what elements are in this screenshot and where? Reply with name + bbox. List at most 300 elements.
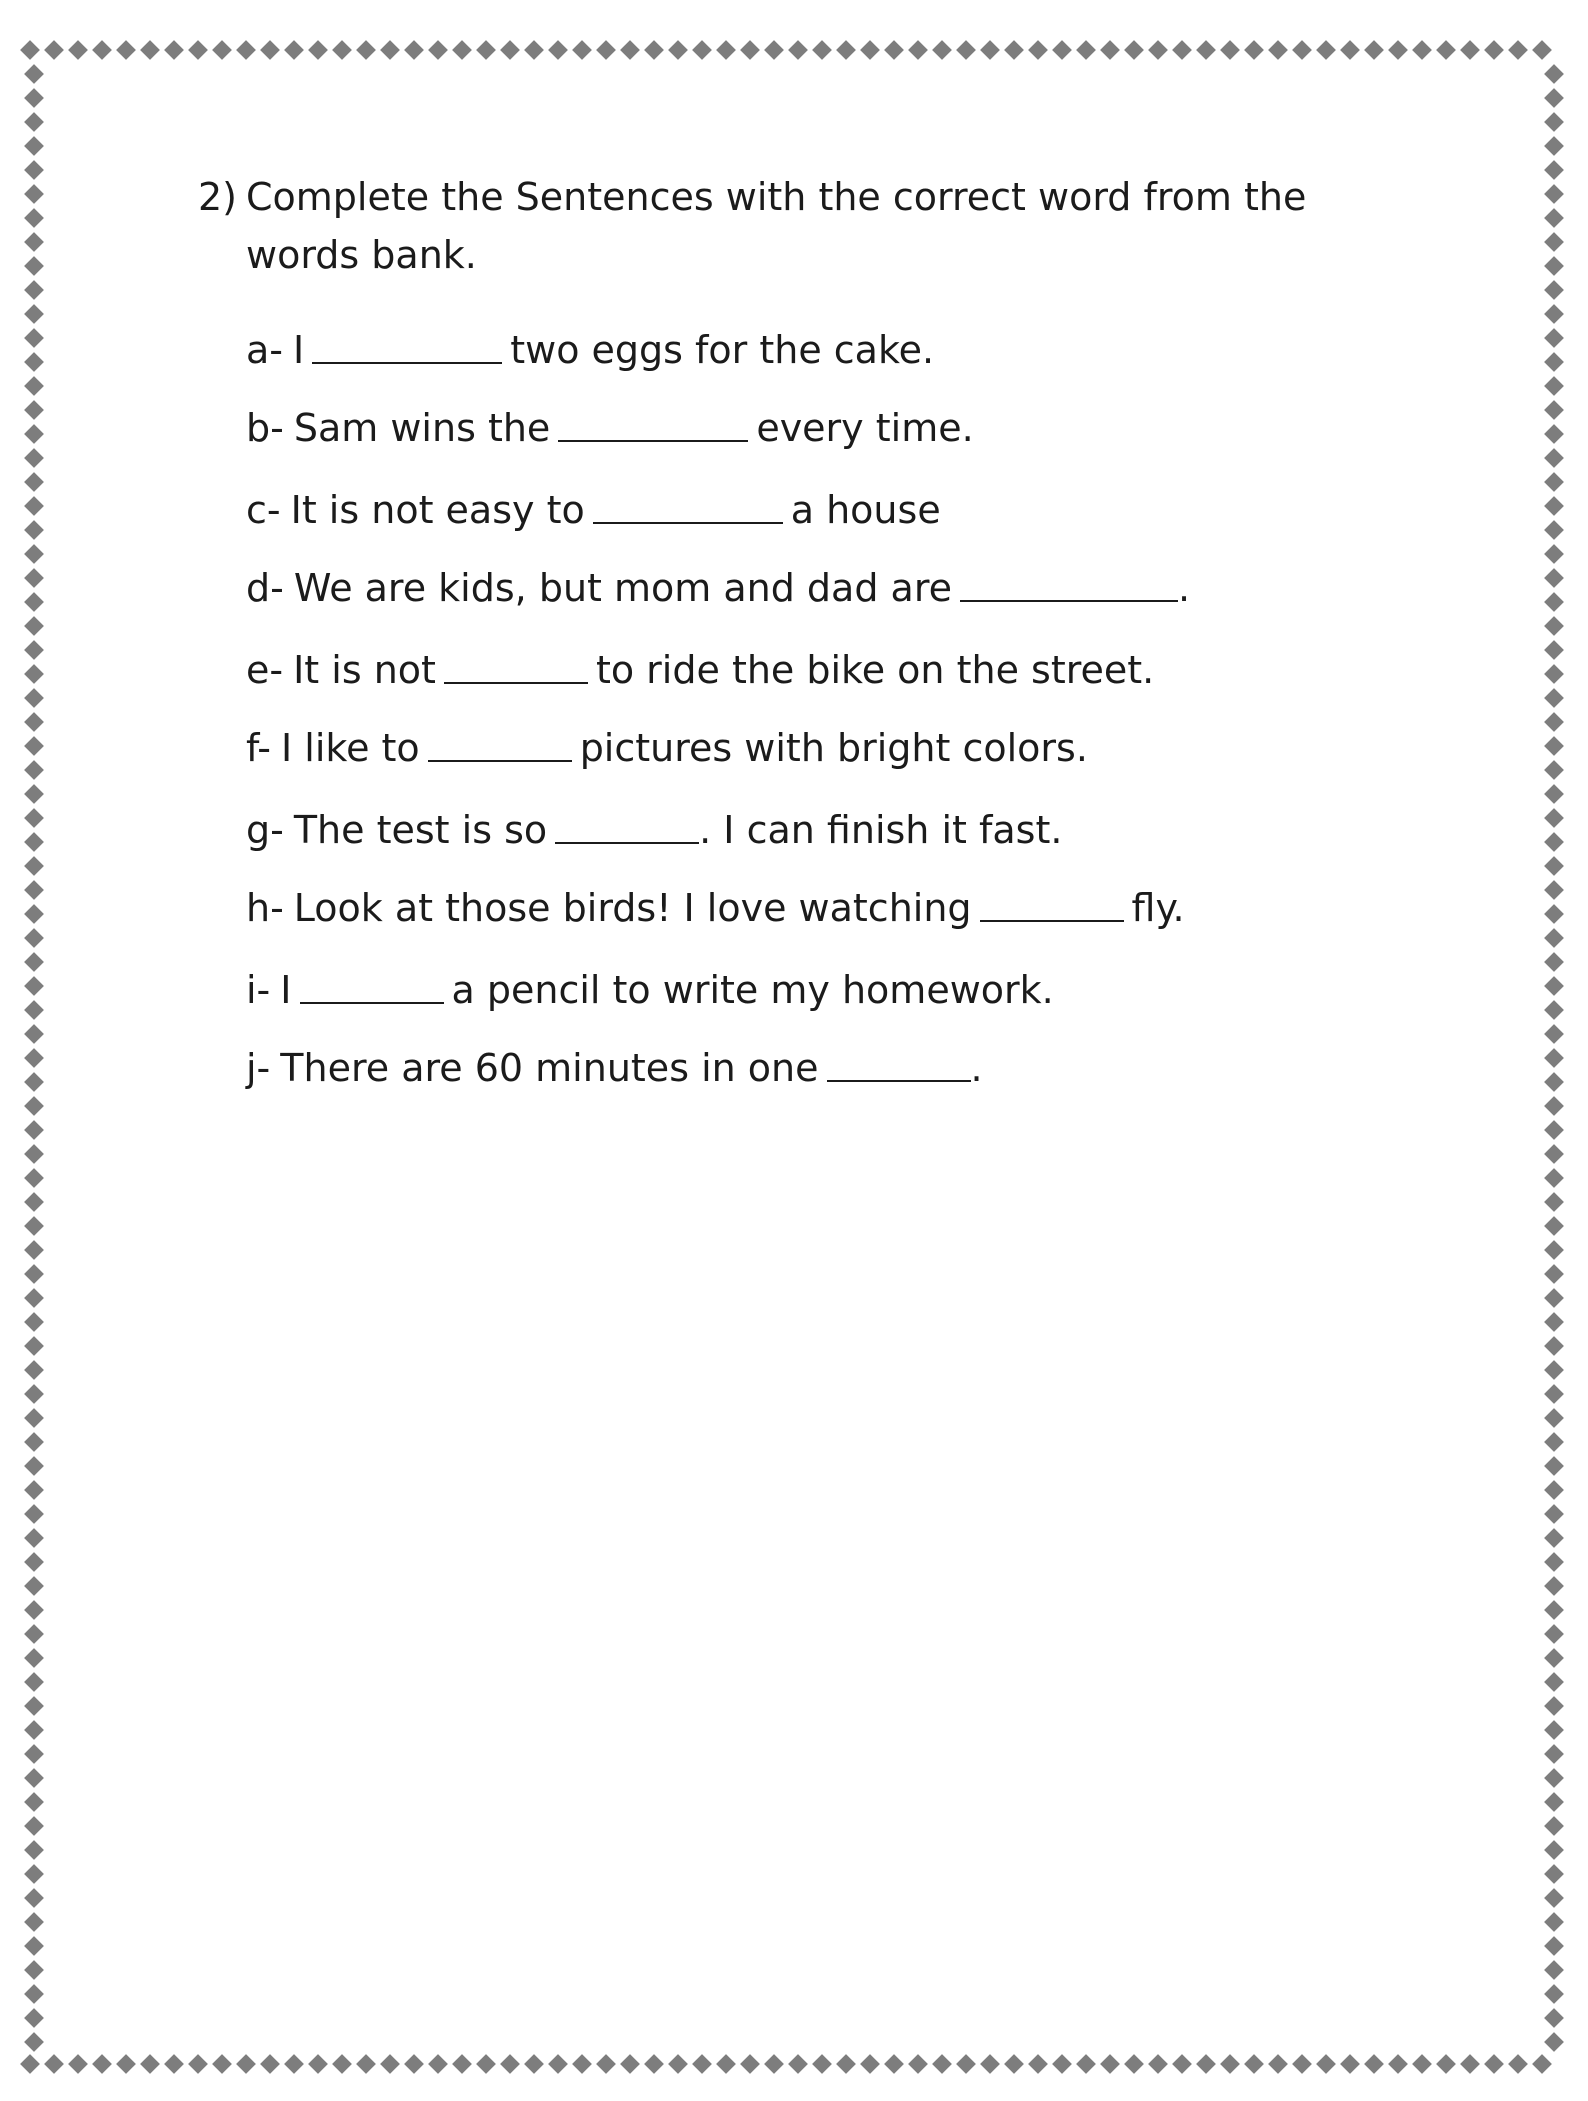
border-diamond	[140, 2054, 160, 2074]
border-diamond	[24, 520, 44, 540]
border-diamond	[236, 40, 256, 60]
border-diamond	[212, 40, 232, 60]
border-diamond	[24, 1744, 44, 1764]
sentence-after: every time.	[756, 406, 974, 450]
sentence-label: d-	[246, 566, 284, 610]
border-diamond	[1544, 544, 1564, 564]
border-diamond	[1544, 1672, 1564, 1692]
sentence-before: We are kids, but mom and dad are	[293, 566, 952, 610]
border-diamond	[1544, 832, 1564, 852]
border-diamond	[1124, 2054, 1144, 2074]
sentence-label: e-	[246, 648, 284, 692]
border-diamond	[24, 352, 44, 372]
border-diamond	[1544, 208, 1564, 228]
border-diamond	[1544, 1360, 1564, 1380]
border-diamond	[1460, 2054, 1480, 2074]
border-diamond	[1220, 2054, 1240, 2074]
border-diamond	[24, 112, 44, 132]
border-diamond	[1544, 1744, 1564, 1764]
border-diamond	[24, 1960, 44, 1980]
border-diamond	[24, 256, 44, 276]
border-diamond	[500, 40, 520, 60]
border-diamond	[1544, 640, 1564, 660]
border-diamond	[1412, 40, 1432, 60]
border-diamond	[428, 40, 448, 60]
border-diamond	[1544, 760, 1564, 780]
sentence-label: h-	[246, 886, 284, 930]
border-diamond	[24, 664, 44, 684]
answer-blank[interactable]	[444, 648, 588, 684]
sentence-after: fly.	[1131, 886, 1185, 930]
border-diamond	[1544, 280, 1564, 300]
border-diamond	[24, 1840, 44, 1860]
border-diamond	[1544, 2032, 1564, 2052]
border-diamond	[956, 40, 976, 60]
border-diamond	[1544, 2008, 1564, 2028]
sentence-before: There are 60 minutes in one	[280, 1046, 819, 1090]
border-diamond	[356, 2054, 376, 2074]
border-diamond	[1544, 328, 1564, 348]
border-diamond	[332, 40, 352, 60]
border-diamond	[116, 2054, 136, 2074]
border-diamond	[1544, 1552, 1564, 1572]
border-diamond	[24, 1888, 44, 1908]
border-diamond	[1436, 2054, 1456, 2074]
sentence-label: f-	[246, 726, 272, 770]
border-diamond	[68, 40, 88, 60]
border-diamond	[908, 2054, 928, 2074]
border-diamond	[572, 2054, 592, 2074]
border-diamond	[1148, 2054, 1168, 2074]
border-diamond	[668, 40, 688, 60]
border-diamond	[1544, 1408, 1564, 1428]
answer-blank[interactable]	[593, 488, 783, 524]
border-diamond	[644, 2054, 664, 2074]
border-diamond	[1544, 232, 1564, 252]
answer-blank[interactable]	[827, 1046, 971, 1082]
border-diamond	[1544, 712, 1564, 732]
border-diamond	[1436, 40, 1456, 60]
border-diamond	[1544, 1648, 1564, 1668]
border-diamond	[596, 40, 616, 60]
border-diamond	[1412, 2054, 1432, 2074]
border-diamond	[116, 40, 136, 60]
border-diamond	[740, 40, 760, 60]
sentence-b	[246, 406, 1398, 488]
border-diamond	[44, 2054, 64, 2074]
border-diamond	[24, 160, 44, 180]
question-number: 2)	[198, 175, 238, 219]
border-diamond	[24, 1600, 44, 1620]
border-diamond	[1544, 928, 1564, 948]
sentence-label: b-	[246, 406, 284, 450]
border-diamond	[836, 2054, 856, 2074]
border-diamond	[1544, 1504, 1564, 1524]
border-diamond	[24, 1096, 44, 1116]
border-diamond	[24, 1312, 44, 1332]
border-diamond	[24, 1912, 44, 1932]
border-diamond	[188, 2054, 208, 2074]
border-diamond	[1544, 1864, 1564, 1884]
border-diamond	[1544, 136, 1564, 156]
border-diamond	[1544, 664, 1564, 684]
border-diamond	[1052, 2054, 1072, 2074]
border-diamond	[380, 2054, 400, 2074]
border-diamond	[1544, 1624, 1564, 1644]
sentence-after: pictures with bright colors.	[579, 726, 1088, 770]
border-diamond	[24, 760, 44, 780]
border-diamond	[1544, 1840, 1564, 1860]
border-diamond	[1544, 1216, 1564, 1236]
border-diamond	[24, 1504, 44, 1524]
border-diamond	[836, 40, 856, 60]
border-diamond	[24, 1384, 44, 1404]
border-diamond	[1508, 2054, 1528, 2074]
border-diamond	[1544, 1120, 1564, 1140]
border-diamond	[1544, 736, 1564, 756]
border-diamond	[1532, 40, 1552, 60]
border-diamond	[24, 1048, 44, 1068]
border-diamond	[164, 2054, 184, 2074]
border-diamond	[1244, 2054, 1264, 2074]
border-diamond	[1544, 424, 1564, 444]
border-diamond	[620, 40, 640, 60]
sentence-before: I	[280, 968, 292, 1012]
border-diamond	[24, 880, 44, 900]
border-diamond	[908, 40, 928, 60]
border-diamond	[1544, 1792, 1564, 1812]
border-diamond	[1292, 40, 1312, 60]
border-diamond	[24, 1816, 44, 1836]
border-diamond	[1544, 1264, 1564, 1284]
border-diamond	[740, 2054, 760, 2074]
border-diamond	[1544, 1696, 1564, 1716]
sentence-after: a pencil to write my homework.	[451, 968, 1054, 1012]
border-diamond	[1544, 448, 1564, 468]
border-diamond	[404, 40, 424, 60]
answer-blank[interactable]	[980, 886, 1124, 922]
border-diamond	[1544, 352, 1564, 372]
border-diamond	[956, 2054, 976, 2074]
border-diamond	[1052, 40, 1072, 60]
border-diamond	[164, 40, 184, 60]
border-diamond	[24, 2032, 44, 2052]
border-top	[18, 38, 1554, 62]
border-diamond	[24, 808, 44, 828]
border-diamond	[1544, 496, 1564, 516]
border-diamond	[68, 2054, 88, 2074]
border-diamond	[1544, 904, 1564, 924]
border-diamond	[620, 2054, 640, 2074]
border-diamond	[92, 40, 112, 60]
border-diamond	[24, 376, 44, 396]
border-diamond	[524, 2054, 544, 2074]
border-diamond	[24, 688, 44, 708]
border-diamond	[24, 1528, 44, 1548]
answer-blank[interactable]	[300, 968, 444, 1004]
border-diamond	[1100, 2054, 1120, 2074]
border-diamond	[24, 976, 44, 996]
border-diamond	[24, 1144, 44, 1164]
border-diamond	[20, 40, 40, 60]
border-diamond	[1508, 40, 1528, 60]
border-diamond	[24, 328, 44, 348]
sentence-after: to ride the bike on the street.	[595, 648, 1155, 692]
border-diamond	[24, 1768, 44, 1788]
border-diamond	[1340, 40, 1360, 60]
border-diamond	[1268, 40, 1288, 60]
border-diamond	[24, 448, 44, 468]
border-diamond	[1544, 64, 1564, 84]
sentence-a	[246, 328, 1398, 406]
question-text: Complete the Sentences with the correct word from the words bank.	[246, 175, 1307, 277]
border-diamond	[1028, 40, 1048, 60]
sentence-label: c-	[246, 488, 281, 532]
border-diamond	[24, 928, 44, 948]
border-diamond	[1544, 1456, 1564, 1476]
border-diamond	[764, 40, 784, 60]
border-diamond	[284, 40, 304, 60]
border-diamond	[1544, 1336, 1564, 1356]
border-diamond	[24, 568, 44, 588]
answer-blank[interactable]	[428, 726, 572, 762]
border-diamond	[24, 1000, 44, 1020]
border-diamond	[24, 472, 44, 492]
border-diamond	[308, 2054, 328, 2074]
border-diamond	[24, 1360, 44, 1380]
border-diamond	[1004, 2054, 1024, 2074]
border-diamond	[1544, 88, 1564, 108]
border-diamond	[356, 40, 376, 60]
border-diamond	[1544, 1576, 1564, 1596]
border-diamond	[1544, 1000, 1564, 1020]
sentence-label: g-	[246, 808, 284, 852]
border-diamond	[1544, 1168, 1564, 1188]
border-diamond	[24, 1336, 44, 1356]
border-diamond	[1544, 1528, 1564, 1548]
border-diamond	[884, 40, 904, 60]
border-diamond	[932, 40, 952, 60]
border-diamond	[476, 40, 496, 60]
answer-blank[interactable]	[312, 328, 502, 364]
sentence-d	[246, 566, 1398, 648]
sentence-j	[246, 1046, 1398, 1128]
sentence-i	[246, 968, 1398, 1046]
border-diamond	[1544, 1816, 1564, 1836]
border-diamond	[24, 856, 44, 876]
sentence-f	[246, 726, 1398, 808]
answer-blank[interactable]	[558, 406, 748, 442]
border-diamond	[1544, 400, 1564, 420]
border-diamond	[692, 2054, 712, 2074]
sentence-g	[246, 808, 1398, 886]
border-diamond	[1544, 952, 1564, 972]
border-diamond	[716, 2054, 736, 2074]
border-diamond	[788, 2054, 808, 2074]
border-diamond	[1544, 592, 1564, 612]
border-diamond	[24, 1264, 44, 1284]
border-diamond	[1544, 376, 1564, 396]
border-diamond	[188, 40, 208, 60]
answer-blank[interactable]	[555, 808, 699, 844]
border-diamond	[548, 40, 568, 60]
border-diamond	[1124, 40, 1144, 60]
border-diamond	[452, 2054, 472, 2074]
border-diamond	[1544, 520, 1564, 540]
border-diamond	[1544, 1480, 1564, 1500]
border-diamond	[332, 2054, 352, 2074]
border-diamond	[24, 1672, 44, 1692]
border-diamond	[24, 1288, 44, 1308]
border-diamond	[24, 1192, 44, 1212]
border-diamond	[1172, 2054, 1192, 2074]
sentence-after: . I can finish it fast.	[699, 808, 1063, 852]
border-diamond	[24, 592, 44, 612]
border-diamond	[1148, 40, 1168, 60]
border-left	[22, 62, 46, 2054]
border-diamond	[1544, 1432, 1564, 1452]
sentence-after: .	[970, 1046, 983, 1090]
sentence-before: I	[293, 328, 305, 372]
border-diamond	[24, 1576, 44, 1596]
border-diamond	[1316, 40, 1336, 60]
border-diamond	[24, 496, 44, 516]
border-diamond	[812, 2054, 832, 2074]
border-diamond	[1544, 160, 1564, 180]
border-diamond	[1544, 112, 1564, 132]
border-diamond	[1244, 40, 1264, 60]
border-diamond	[24, 1240, 44, 1260]
border-diamond	[20, 2054, 40, 2074]
sentence-label: j-	[246, 1046, 271, 1090]
border-diamond	[24, 1984, 44, 2004]
border-diamond	[1544, 1912, 1564, 1932]
sentence-c	[246, 488, 1398, 566]
border-diamond	[1544, 256, 1564, 276]
border-diamond	[1544, 1888, 1564, 1908]
border-diamond	[24, 1552, 44, 1572]
border-diamond	[716, 40, 736, 60]
border-diamond	[1544, 688, 1564, 708]
border-diamond	[24, 1216, 44, 1236]
sentence-e	[246, 648, 1398, 726]
border-diamond	[24, 136, 44, 156]
sentence-before: I like to	[281, 726, 420, 770]
border-diamond	[24, 1432, 44, 1452]
border-diamond	[308, 40, 328, 60]
border-diamond	[1364, 2054, 1384, 2074]
border-diamond	[1544, 1600, 1564, 1620]
border-diamond	[44, 40, 64, 60]
border-diamond	[428, 2054, 448, 2074]
border-diamond	[1028, 2054, 1048, 2074]
border-diamond	[24, 952, 44, 972]
border-diamond	[1484, 40, 1504, 60]
border-diamond	[24, 64, 44, 84]
border-diamond	[572, 40, 592, 60]
border-diamond	[1544, 784, 1564, 804]
border-diamond	[1196, 2054, 1216, 2074]
border-diamond	[24, 1480, 44, 1500]
border-diamond	[24, 736, 44, 756]
border-diamond	[24, 400, 44, 420]
sentence-label: i-	[246, 968, 271, 1012]
border-diamond	[212, 2054, 232, 2074]
border-diamond	[1532, 2054, 1552, 2074]
sentence-h	[246, 886, 1398, 968]
border-diamond	[24, 88, 44, 108]
border-diamond	[1544, 1960, 1564, 1980]
border-diamond	[24, 1648, 44, 1668]
border-diamond	[860, 40, 880, 60]
border-diamond	[92, 2054, 112, 2074]
border-diamond	[452, 40, 472, 60]
border-diamond	[24, 1696, 44, 1716]
sentence-after: two eggs for the cake.	[510, 328, 935, 372]
border-diamond	[260, 40, 280, 60]
border-diamond	[1268, 2054, 1288, 2074]
border-diamond	[1544, 1720, 1564, 1740]
sentence-list	[246, 328, 1398, 1128]
border-diamond	[24, 184, 44, 204]
border-diamond	[24, 1864, 44, 1884]
border-diamond	[1196, 40, 1216, 60]
border-diamond	[24, 304, 44, 324]
sentence-before: The test is so	[293, 808, 548, 852]
border-diamond	[284, 2054, 304, 2074]
border-diamond	[884, 2054, 904, 2074]
sentence-after: .	[1178, 566, 1191, 610]
border-diamond	[1220, 40, 1240, 60]
border-diamond	[1544, 616, 1564, 636]
border-diamond	[24, 832, 44, 852]
border-diamond	[476, 2054, 496, 2074]
sentence-before: Look at those birds! I love watching	[293, 886, 972, 930]
border-diamond	[1076, 40, 1096, 60]
border-diamond	[668, 2054, 688, 2074]
border-diamond	[380, 40, 400, 60]
border-diamond	[24, 280, 44, 300]
border-diamond	[1544, 1312, 1564, 1332]
border-diamond	[24, 1624, 44, 1644]
border-diamond	[1544, 568, 1564, 588]
border-diamond	[1544, 880, 1564, 900]
sentence-after: a house	[790, 488, 941, 532]
border-diamond	[24, 1792, 44, 1812]
answer-blank[interactable]	[960, 566, 1178, 602]
border-diamond	[24, 1168, 44, 1188]
border-diamond	[1544, 184, 1564, 204]
border-diamond	[596, 2054, 616, 2074]
border-diamond	[932, 2054, 952, 2074]
question-prompt	[198, 168, 1398, 284]
sentence-before: It is not easy to	[290, 488, 585, 532]
border-diamond	[812, 40, 832, 60]
border-diamond	[24, 1120, 44, 1140]
border-diamond	[24, 1936, 44, 1956]
border-diamond	[24, 1720, 44, 1740]
border-diamond	[1544, 856, 1564, 876]
border-diamond	[1076, 2054, 1096, 2074]
border-diamond	[1544, 976, 1564, 996]
border-diamond	[24, 1072, 44, 1092]
border-diamond	[1544, 1288, 1564, 1308]
border-diamond	[24, 2008, 44, 2028]
border-diamond	[404, 2054, 424, 2074]
border-diamond	[24, 712, 44, 732]
border-diamond	[24, 232, 44, 252]
border-diamond	[1544, 472, 1564, 492]
